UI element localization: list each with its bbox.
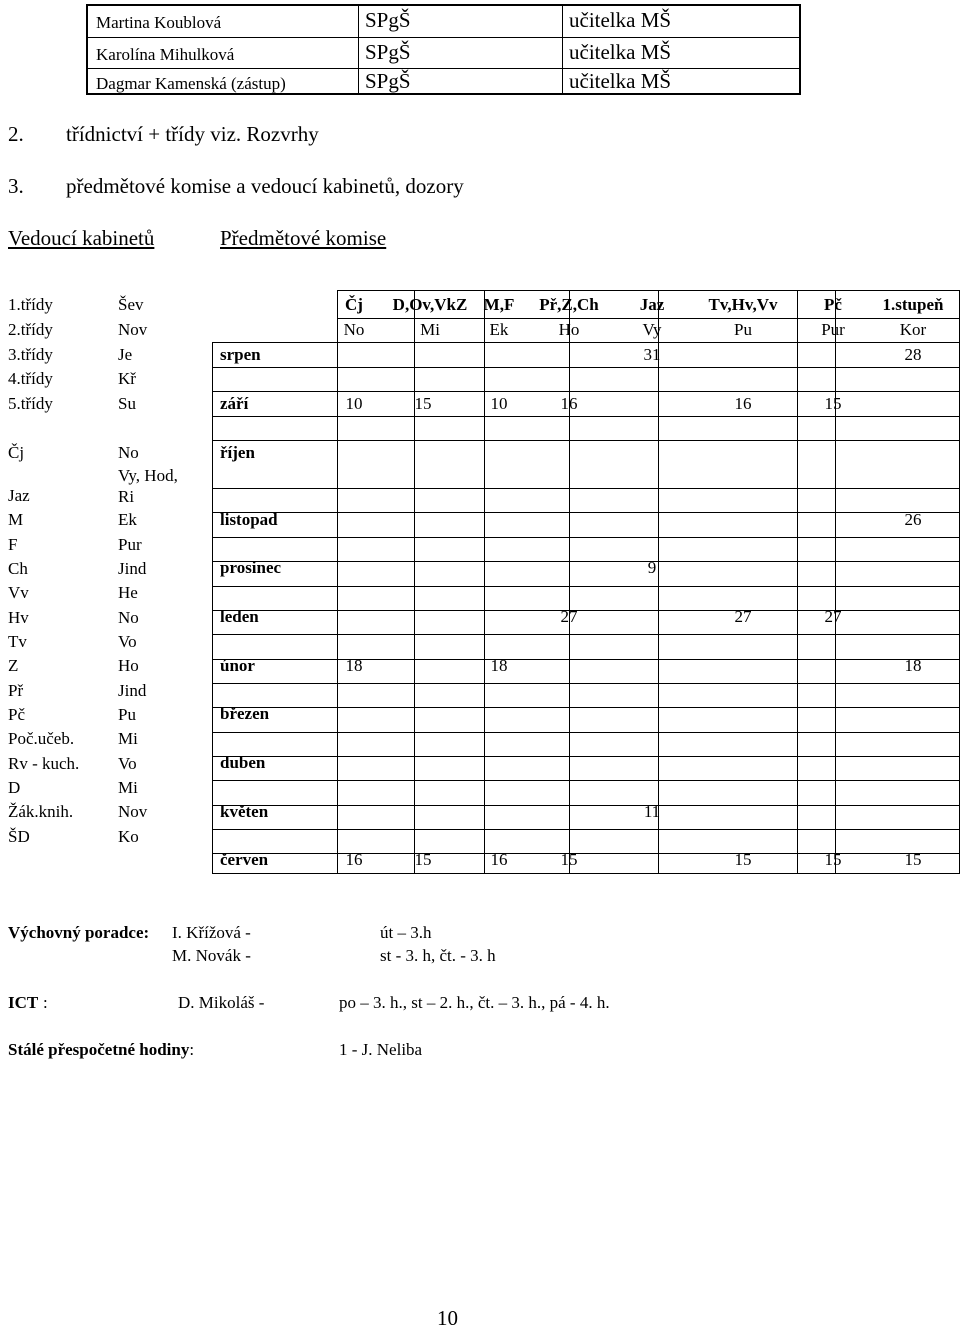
commission-header: 1.stupeň <box>882 295 944 314</box>
grid-line <box>212 732 960 733</box>
month-name: leden <box>220 607 259 626</box>
grid-line <box>212 512 960 513</box>
month-cell: 15 <box>414 850 432 869</box>
commission-grid <box>212 290 960 874</box>
item-number: 3. <box>8 174 24 198</box>
month-cell: 18 <box>345 656 363 675</box>
cabinet-subject: Pč <box>8 705 25 724</box>
commission-leader: Ek <box>489 320 509 339</box>
staff-name: Karolína Mihulková <box>96 45 235 64</box>
advisor-name: I. Křížová - <box>172 923 251 942</box>
commission-leader: Pur <box>821 320 845 339</box>
cabinet-subject: Poč.učeb. <box>8 729 75 748</box>
grid-line <box>212 342 960 343</box>
ict-name: D. Mikoláš - <box>178 993 265 1012</box>
month-cell: 15 <box>560 850 578 869</box>
cabinet-subject: Rv - kuch. <box>8 754 80 773</box>
cabinet-subject: Ch <box>8 559 28 578</box>
item-text: třídnictví + třídy viz. Rozvrhy <box>66 122 319 146</box>
page-number: 10 <box>437 1306 458 1330</box>
grid-line <box>658 342 659 874</box>
overtime-colon: : <box>189 1040 195 1059</box>
cabinet-head: No <box>118 608 139 627</box>
month-name: říjen <box>220 443 255 462</box>
item-number: 2. <box>8 122 24 146</box>
grid-line <box>212 707 960 708</box>
ict-colon: : <box>43 993 48 1012</box>
cabinet-head: Ho <box>118 656 139 675</box>
commission-leader: Ho <box>558 320 580 339</box>
grid-line <box>212 683 960 684</box>
cabinet-head: Ek <box>118 510 137 529</box>
heading-commissions: Předmětové komise <box>220 226 387 250</box>
cabinet-subject: Př <box>8 681 24 700</box>
cabinet-subject: Čj <box>8 443 25 462</box>
cabinet-head: Vo <box>118 754 137 773</box>
month-cell: 10 <box>345 394 363 413</box>
month-cell: 15 <box>414 394 432 413</box>
grid-line <box>484 342 485 874</box>
commission-header: M,F <box>483 295 515 314</box>
month-cell: 16 <box>490 850 508 869</box>
month-cell: 16 <box>734 394 752 413</box>
staff-school: SPgŠ <box>365 69 411 93</box>
grid-line <box>212 367 960 368</box>
advisor-time: st - 3. h, čt. - 3. h <box>380 946 496 965</box>
commission-header: D,Ov,VkZ <box>392 295 468 314</box>
month-cell: 26 <box>904 510 922 529</box>
staff-name: Martina Koublová <box>96 13 222 32</box>
month-cell: 28 <box>904 345 922 364</box>
month-name: březen <box>220 704 270 723</box>
grid-line <box>212 805 960 806</box>
staff-school: SPgŠ <box>365 8 411 32</box>
item-text: předmětové komise a vedoucí kabinetů, dozory <box>66 174 464 198</box>
month-name: květen <box>220 802 269 821</box>
cabinet-head: Jind <box>118 681 147 700</box>
commission-leader: Kor <box>899 320 927 339</box>
staff-row <box>88 37 799 69</box>
class-teacher: Je <box>118 345 133 364</box>
grid-line <box>212 780 960 781</box>
month-name: únor <box>220 656 255 675</box>
grid-line <box>414 342 415 874</box>
month-cell: 31 <box>643 345 661 364</box>
commission-leader: Pu <box>734 320 752 339</box>
cabinet-head: Vo <box>118 632 137 651</box>
class-label: 4.třídy <box>8 369 53 388</box>
commission-leader: Vy <box>642 320 662 339</box>
month-cell: 18 <box>904 656 922 675</box>
grid-line <box>212 561 960 562</box>
grid-line <box>337 318 960 319</box>
overtime-line <box>8 1040 194 1060</box>
month-name: září <box>220 394 249 413</box>
overtime-label: Stálé přespočetné hodiny <box>8 1040 190 1059</box>
cabinet-subject: Jaz <box>8 486 30 505</box>
staff-role: učitelka MŠ <box>569 8 672 32</box>
staff-role: učitelka MŠ <box>569 69 672 93</box>
month-cell: 15 <box>824 850 842 869</box>
month-cell: 27 <box>734 607 752 626</box>
month-cell: 10 <box>490 394 508 413</box>
staff-school: SPgŠ <box>365 40 411 64</box>
cabinet-subject: M <box>8 510 24 529</box>
cabinet-head: He <box>118 583 138 602</box>
commission-leader: Mi <box>420 320 440 339</box>
cabinet-head: Mi <box>118 729 138 748</box>
grid-line <box>212 416 960 417</box>
month-cell: 15 <box>904 850 922 869</box>
heading-cabinets: Vedoucí kabinetů <box>8 226 155 250</box>
cabinet-head: Nov <box>118 802 148 821</box>
grid-line <box>212 829 960 830</box>
grid-line <box>337 342 338 874</box>
advisor-label: Výchovný poradce: <box>8 923 150 942</box>
month-cell: 11 <box>643 802 661 821</box>
ict-label: ICT <box>8 993 39 1012</box>
cabinet-head: No <box>118 443 139 462</box>
grid-line <box>212 391 960 392</box>
commission-header: Př,Z,Ch <box>539 295 599 314</box>
cabinet-subject: F <box>8 535 18 554</box>
class-teacher: Kř <box>118 369 136 388</box>
grid-line <box>212 342 213 874</box>
month-cell: 15 <box>734 850 752 869</box>
grid-line <box>212 586 960 587</box>
class-label: 5.třídy <box>8 394 53 413</box>
cabinet-head: Pu <box>118 705 136 724</box>
grid-line <box>337 290 960 291</box>
cabinet-subject: D <box>8 778 21 797</box>
cabinet-subject: Žák.knih. <box>8 802 74 821</box>
month-cell: 15 <box>824 394 842 413</box>
staff-table <box>86 4 801 95</box>
month-name: prosinec <box>220 558 282 577</box>
cabinet-subject: Hv <box>8 608 29 627</box>
class-label: 2.třídy <box>8 320 53 339</box>
grid-line <box>212 537 960 538</box>
cabinet-head: Jind <box>118 559 147 578</box>
grid-line <box>212 440 960 441</box>
overtime-value: 1 - J. Neliba <box>339 1040 423 1059</box>
month-name: duben <box>220 753 266 772</box>
advisor-name: M. Novák - <box>172 946 251 965</box>
cabinet-head: Mi <box>118 778 138 797</box>
month-name: červen <box>220 850 269 869</box>
class-teacher: Su <box>118 394 136 413</box>
cabinet-subject: Vv <box>8 583 29 602</box>
grid-line <box>212 873 960 874</box>
cabinet-head: Vy, Hod, Ri <box>118 466 178 506</box>
staff-row <box>88 6 799 37</box>
grid-line <box>212 488 960 489</box>
staff-name: Dagmar Kamenská (zástup) <box>96 74 286 93</box>
staff-row <box>88 68 799 96</box>
staff-role: učitelka MŠ <box>569 40 672 64</box>
cabinet-subject: Z <box>8 656 19 675</box>
month-name: srpen <box>220 345 261 364</box>
commission-header: Tv,Hv,Vv <box>708 295 778 314</box>
class-label: 1.třídy <box>8 295 53 314</box>
month-cell: 27 <box>824 607 842 626</box>
month-cell: 16 <box>560 394 578 413</box>
cabinet-head: Ko <box>118 827 139 846</box>
class-teacher: Šev <box>118 295 144 314</box>
month-name: listopad <box>220 510 278 529</box>
cabinet-subject: ŠD <box>8 827 30 846</box>
month-cell: 16 <box>345 850 363 869</box>
class-teacher: Nov <box>118 320 148 339</box>
class-label: 3.třídy <box>8 345 53 364</box>
cabinet-head: Pur <box>118 535 142 554</box>
advisor-time: út – 3.h <box>380 923 432 942</box>
month-cell: 9 <box>647 558 657 577</box>
cabinet-subject: Tv <box>8 632 27 651</box>
month-cell: 27 <box>560 607 578 626</box>
month-cell: 18 <box>490 656 508 675</box>
ict-time: po – 3. h., st – 2. h., čt. – 3. h., pá - 4. h. <box>339 993 610 1012</box>
grid-line <box>212 634 960 635</box>
commission-leader: No <box>343 320 365 339</box>
commission-header: Pč <box>824 295 842 314</box>
commission-header: Jaz <box>639 295 665 314</box>
grid-line <box>212 756 960 757</box>
commission-header: Čj <box>345 295 363 314</box>
